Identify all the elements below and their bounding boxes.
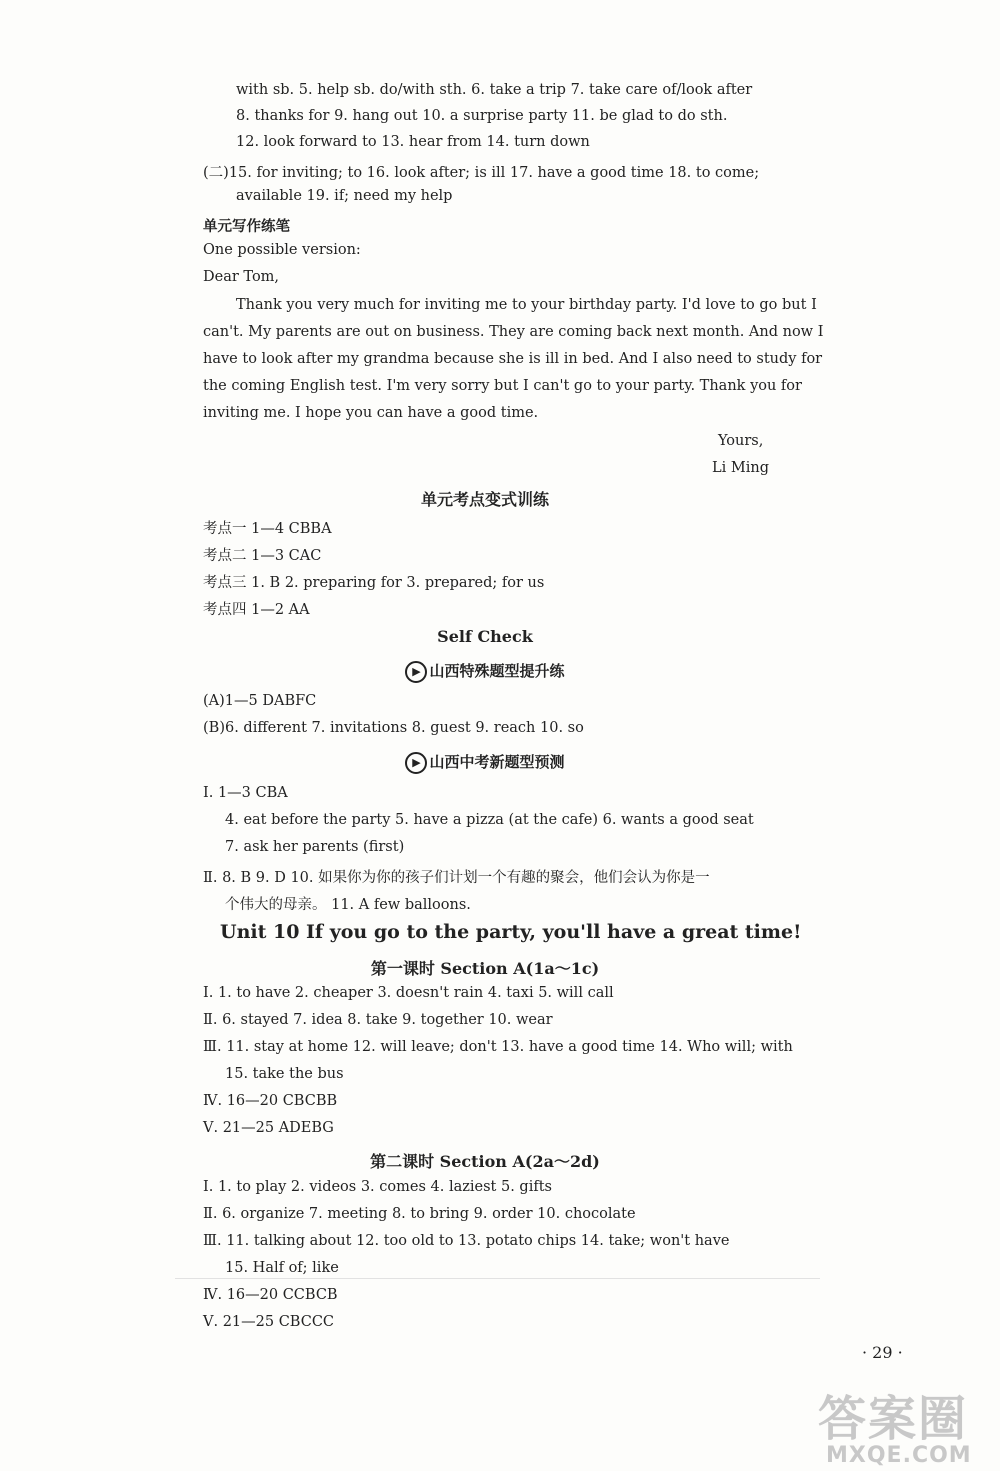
play-arrow-icon: ▶ bbox=[405, 752, 427, 774]
writing-paragraph-line: have to look after my grandma because she is ill in bed. And I also need to study for bbox=[203, 351, 823, 367]
writing-intro: One possible version: bbox=[203, 242, 361, 258]
answer-line: 15. Half of; like bbox=[225, 1260, 339, 1276]
answer-line: Ⅳ. 16—20 CBCBB bbox=[203, 1093, 338, 1109]
page-number: · 29 · bbox=[862, 1343, 903, 1362]
watermark-url: MXQE.COM bbox=[826, 1443, 972, 1468]
section-heading: 单元考点变式训练 bbox=[420, 490, 549, 509]
banner-heading: ▶ 山西中考新题型预测 bbox=[0, 751, 970, 774]
writing-title: 单元写作练笔 bbox=[203, 219, 290, 235]
unit-title: Unit 10 If you go to the party, you'll have a great time! bbox=[220, 921, 802, 943]
divider bbox=[175, 1278, 820, 1279]
kaodian-line: 考点四 1—2 AA bbox=[203, 602, 310, 618]
writing-paragraph-line: inviting me. I hope you can have a good time. bbox=[203, 405, 539, 421]
lesson-heading: 第二课时 Section A(2a～2d) bbox=[370, 1152, 600, 1171]
answer-line: 12. look forward to 13. hear from 14. turn down bbox=[236, 134, 590, 150]
kaodian-line: 考点一 1—4 CBBA bbox=[203, 521, 332, 537]
answer-line: Ⅱ. 8. B 9. D 10. 如果你为你的孩子们计划一个有趣的聚会，他们会认为你是一 bbox=[203, 870, 710, 886]
answer-line: (A)1—5 DABFC bbox=[203, 693, 317, 709]
kaodian-line: 考点三 1. B 2. preparing for 3. prepared; for us bbox=[203, 575, 545, 591]
answer-line: 8. thanks for 9. hang out 10. a surprise party 11. be glad to do sth. bbox=[236, 108, 728, 124]
answer-line: Ⅰ. 1. to play 2. videos 3. comes 4. laziest 5. gifts bbox=[203, 1179, 552, 1195]
lesson-heading: 第一课时 Section A(1a～1c) bbox=[370, 959, 600, 978]
watermark-logo: 答案圈 bbox=[818, 1391, 969, 1447]
answer-line: Ⅱ. 6. organize 7. meeting 8. to bring 9. order 10. chocolate bbox=[203, 1206, 636, 1222]
answer-line: 个伟大的母亲。 11. A few balloons. bbox=[225, 897, 471, 913]
answer-line: Ⅲ. 11. stay at home 12. will leave; don't 13. have a good time 14. Who will; with bbox=[203, 1039, 793, 1055]
watermark bbox=[818, 1380, 972, 1468]
answer-line: Ⅴ. 21—25 ADEBG bbox=[203, 1120, 334, 1136]
answer-line: Ⅰ. 1—3 CBA bbox=[203, 785, 288, 801]
answer-line: (B)6. different 7. invitations 8. guest 9. reach 10. so bbox=[203, 720, 584, 736]
writing-paragraph-line: can't. My parents are out on business. They are coming back next month. And now I bbox=[203, 324, 824, 340]
section-heading: Self Check bbox=[437, 627, 533, 646]
answer-line: 4. eat before the party 5. have a pizza (at the cafe) 6. wants a good seat bbox=[225, 812, 754, 828]
writing-paragraph-line: the coming English test. I'm very sorry but I can't go to your party. Thank you for bbox=[203, 378, 802, 394]
writing-signature: Li Ming bbox=[712, 460, 769, 476]
banner-heading: ▶ 山西特殊题型提升练 bbox=[0, 660, 970, 683]
answer-line: Ⅰ. 1. to have 2. cheaper 3. doesn't rain 4. taxi 5. will call bbox=[203, 985, 614, 1001]
writing-greeting: Dear Tom, bbox=[203, 269, 280, 285]
answer-line: available 19. if; need my help bbox=[236, 188, 453, 204]
answer-line: 7. ask her parents (first) bbox=[225, 839, 405, 855]
kaodian-line: 考点二 1—3 CAC bbox=[203, 548, 322, 564]
play-arrow-icon: ▶ bbox=[405, 661, 427, 683]
answer-line: Ⅲ. 11. talking about 12. too old to 13. potato chips 14. take; won't have bbox=[203, 1233, 730, 1249]
answer-line: Ⅳ. 16—20 CCBCB bbox=[203, 1287, 338, 1303]
answer-line: (二)15. for inviting; to 16. look after; is ill 17. have a good time 18. to come; bbox=[203, 165, 760, 181]
writing-closing: Yours, bbox=[718, 433, 764, 449]
writing-paragraph-line: Thank you very much for inviting me to your birthday party. I'd love to go but I bbox=[236, 297, 817, 313]
answer-line: Ⅴ. 21—25 CBCCC bbox=[203, 1314, 335, 1330]
answer-line: 15. take the bus bbox=[225, 1066, 344, 1082]
answer-line: Ⅱ. 6. stayed 7. idea 8. take 9. together 10. wear bbox=[203, 1012, 553, 1028]
answer-line: with sb. 5. help sb. do/with sth. 6. take a trip 7. take care of/look after bbox=[236, 82, 753, 98]
